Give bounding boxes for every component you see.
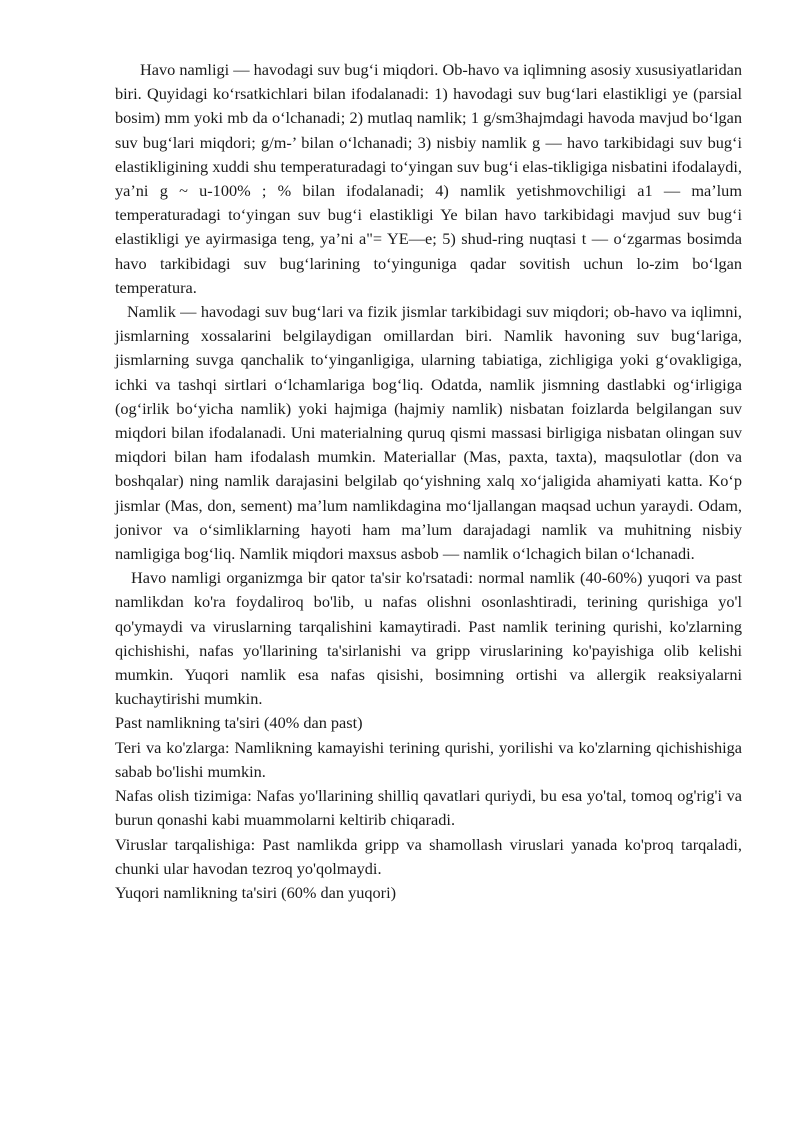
paragraph-viruses: Viruslar tarqalishiga: Past namlikda gripp va shamollash viruslari yanada ko'proq tarqaladi, chunki ular havodan tezroq yo'qolmaydi. [115, 834, 742, 878]
document-page [115, 58, 742, 905]
paragraph-respiratory: Nafas olish tizimiga: Nafas yo'llarining shilliq qavatlari quriydi, bu esa yo'tal, tomoq og'rig'i va burun qonashi kabi muammolarni keltirib chiqaradi. [115, 786, 742, 830]
paragraph-health-effects: Havo namligi organizmga bir qator ta'sir ko'rsatadi: normal namlik (40-60%) yuqori va past namlikdan ko'ra foydaliroq bo'lib, u nafas olishni osonlashtiradi, terining qurishiga yo'l qo'ymaydi va viruslarning tarqalishini kamaytiradi. Past namlik terining qurishi, ko'zlarning qichishishi, nafas yo'llarining ta'sirlanishi va gripp viruslarining ko'payishiga olib kelishi mumkin. Yuqori namlik esa nafas qisishi, bosimning ortishi va allergik reaksiyalarni kuchaytirishi mumkin. [115, 568, 742, 709]
paragraph-skin-eyes: Teri va ko'zlarga: Namlikning kamayishi terining qurishi, yorilishi va ko'zlarning qichishishiga sabab bo'lishi mumkin. [115, 737, 742, 781]
paragraph-havo-namligi-definition: Havo namligi — havodagi suv bug‘i miqdori. Ob-havo va iqlimning asosiy xususiyatlaridan biri. Quyidagi ko‘rsatkichlari bilan ifodalanadi: 1) havodagi suv bug‘lari elastikligi ye (parsial bosim) mm yoki mb da o‘lchanadi; 2) mutlaq namlik; 1 g/sm3hajmdagi havoda mavjud bo‘lgan suv bug‘lari miqdori; g/m-’ bilan o‘lchanadi; 3) nisbiy namlik g — havo tarkibidagi suv bug‘i elastikligining xuddi shu temperaturadagi to‘yingan suv bug‘i elas-tikligiga nisbatini ifodalaydi, ya’ni g ~ u-100% ; % bilan ifodalanadi; 4) namlik yetishmovchiligi a1 — ma’lum temperaturadagi to‘yingan suv bug‘i elastikligi Ye bilan havo tarkibidagi mavjud suv bug‘i elastikligi ye ayirmasiga teng, ya’ni a"= YE—e; 5) shud-ring nuqtasi t — o‘zgarmas bosimda havo tarkibidagi suv bug‘larining to‘yinguniga qadar sovitish uchun lo-zim bo‘lgan temperatura. [115, 60, 742, 297]
heading-high-humidity: Yuqori namlikning ta'siri (60% dan yuqori) [115, 882, 397, 902]
heading-low-humidity: Past namlikning ta'siri (40% dan past) [115, 713, 363, 733]
paragraph-namlik-definition: Namlik — havodagi suv bug‘lari va fizik jismlar tarkibidagi suv miqdori; ob-havo va iqlimni, jismlarning xossalarini belgilaydigan omillardan biri. Namlik havoning suv bug‘lariga, jismlarning suvga qanchalik to‘yinganligiga, ularning tabiatiga, zichligiga yoki g‘ovakligiga, ichki va tashqi sirtlari o‘lchamlariga bog‘liq. Odatda, namlik jismning dastlabki og‘irligiga (og‘irlik bo‘yicha namlik) yoki hajmiga (hajmiy namlik) nisbatan foizlarda belgilangan suv miqdori bilan ifodalanadi. Uni materialning quruq qismi massasi birligiga nisbatan olingan suv miqdori bilan ham ifodalash mumkin. Materiallar (Mas, paxta, taxta), maqsulotlar (don va boshqalar) ning namlik darajasini belgilab qo‘yishning xalq xo‘jaligida ahamiyati katta. Ko‘p jismlar (Mas, don, sement) ma’lum namlikdagina mo‘ljallangan maqsad uchun yaraydi. Odam, jonivor va o‘simliklarning hayoti ham ma’lum darajadagi namlik va muhitning nisbiy namligiga bog‘liq. Namlik miqdori maxsus asbob — namlik o‘lchagich bilan o‘lchanadi. [115, 302, 742, 564]
